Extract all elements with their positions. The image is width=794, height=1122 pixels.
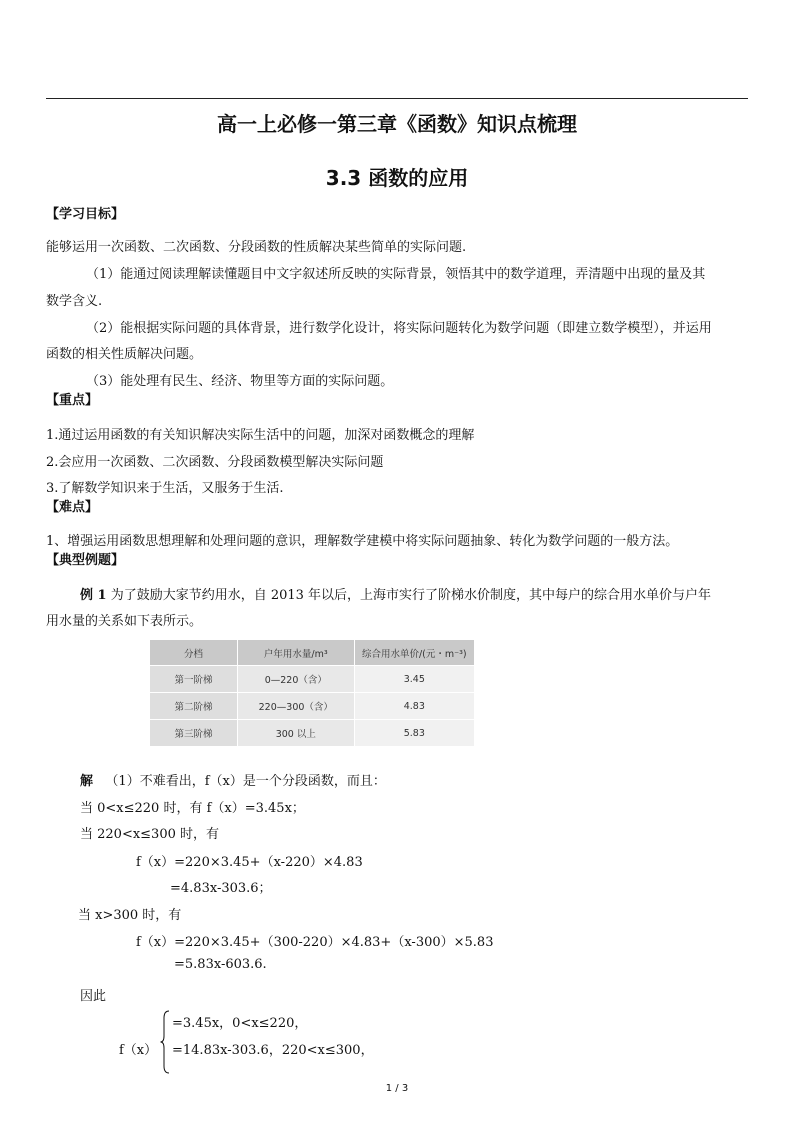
page-number: 1 / 3 [385,1083,409,1094]
table-cell: 第二阶梯 [150,693,237,720]
table-cell: 220—300（含） [237,693,354,720]
goals-intro: 能够运用一次函数、二次函数、分段函数的性质解决某些简单的实际问题. [46,240,467,255]
table-row [150,720,474,747]
section-title: 3.3 函数的应用 [325,166,469,190]
table-cell: 5.83 [354,720,474,747]
solution-line6: 当 x>300 时，有 [78,908,182,923]
solution-line2: 当 0<x≤220 时，有 f（x）=3.45x； [80,801,305,816]
key-item3: 3.了解数学知识来于生活，又服务于生活. [46,481,284,496]
example1-line1 [80,584,711,603]
key-item1: 1.通过运用函数的有关知识解决实际生活中的问题，加深对函数概念的理解 [46,428,475,443]
table-cell: 3.45 [354,666,474,693]
examples-heading: 【典型例题】 [46,553,125,568]
example1-text: 为了鼓励大家节约用水，自 2013 年以后，上海市实行了阶梯水价制度，其中每户的综合用水单价与户年 [106,588,712,603]
solution-line4: f（x）=220×3.45+（x-220）×4.83 [136,855,363,870]
goals-item1-line2: 数学含义. [46,294,103,309]
table-header-row [150,640,474,666]
table-header: 分档 [150,640,237,666]
piecewise-fx: f（x） [119,1043,158,1058]
solution-label: 解 [80,774,94,789]
difficulty-item1: 1、增强运用函数思想理解和处理问题的意识，理解数学建模中将实际问题抽象、转化为数学问题的一般方法。 [46,534,679,549]
example1-label: 例 1 [80,588,107,603]
solution-line8: =5.83x-603.6. [174,957,267,972]
solution-text: （1）不难看出，f（x）是一个分段函数，而且： [105,774,386,789]
water-price-table [150,640,474,746]
solution-line9: 因此 [80,989,107,1004]
solution-line5: =4.83x-303.6； [170,881,272,896]
goals-heading: 【学习目标】 [46,207,125,222]
solution-line3: 当 220<x≤300 时，有 [80,827,220,842]
solution-line7: f（x）=220×3.45+（300-220）×4.83+（x-300）×5.83 [136,935,494,950]
table-cell: 第一阶梯 [150,666,237,693]
table-cell: 0—220（含） [237,666,354,693]
table-row [150,666,474,693]
key-item2: 2.会应用一次函数、二次函数、分段函数模型解决实际问题 [46,455,384,470]
table-row [150,693,474,720]
table-cell: 300 以上 [237,720,354,747]
goals-item1-line1: （1）能通过阅读理解读懂题目中文字叙述所反映的实际背景，领悟其中的数学道理，弄清题中出现的量及其 [86,267,706,282]
key-heading: 【重点】 [46,393,99,408]
piecewise-brace [160,1010,170,1074]
goals-item3: （3）能处理有民生、经济、物里等方面的实际问题。 [86,374,394,389]
solution-line1 [80,770,386,789]
table-cell: 4.83 [354,693,474,720]
example1-line2: 用水量的关系如下表所示。 [46,614,203,629]
goals-item2-line2: 函数的相关性质解决问题。 [46,347,203,362]
difficulty-heading: 【难点】 [46,500,99,515]
table-header: 户年用水量/m³ [237,640,354,666]
goals-item2-line1: （2）能根据实际问题的具体背景，进行数学化设计，将实际问题转化为数学问题（即建立数学模型），并运用 [86,321,712,336]
piecewise-case1: =3.45x，0<x≤220， [172,1016,308,1031]
piecewise-case2: =14.83x-303.6，220<x≤300， [172,1043,374,1058]
table-header: 综合用水单价/(元・m⁻³) [354,640,474,666]
header-rule [46,98,748,99]
page-title: 高一上必修一第三章《函数》知识点梳理 [217,112,577,136]
table-cell: 第三阶梯 [150,720,237,747]
